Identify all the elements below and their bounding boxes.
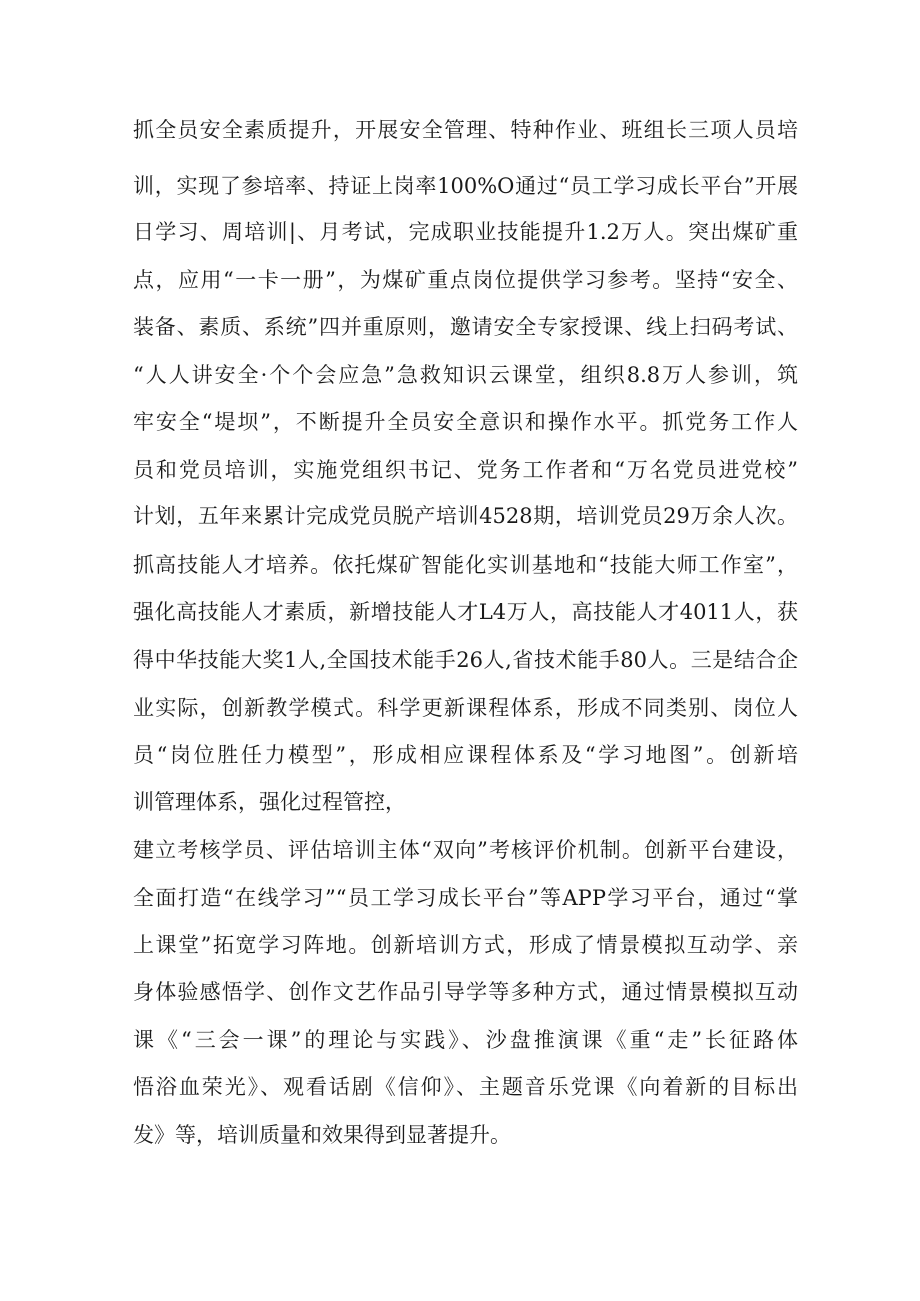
text-line: 上课堂”拓宽学习阵地。创新培训方式，形成了情景模拟互动学、亲 [133,933,798,957]
text-line: 计划，五年来累计完成党员脱产培训4528期，培训党员29万余人次。 [133,504,798,528]
text-line: 日学习、周培训|、月考试，完成职业技能提升1.2万人。突出煤矿重 [133,220,798,244]
text-line: 得中华技能大奖1人,全国技术能手26人,省技术能手80人。三是结合企 [133,648,798,672]
text-line: 抓全员安全素质提升，开展安全管理、特种作业、班组长三项人员培 [133,118,798,142]
text-line: 建立考核学员、评估培训主体“双向”考核评价机制。创新平台建设， [133,838,798,862]
text-line: 训管理体系，强化过程管控， [133,790,406,814]
text-line: 课《“三会一课”的理论与实践》、沙盘推演课《重“走”长征路体 [133,1028,798,1052]
text-line: 身体验感悟学、创作文艺作品引导学等多种方式，通过情景模拟互动 [133,980,798,1004]
text-line: 员“岗位胜任力模型”，形成相应课程体系及“学习地图”。创新培 [133,743,798,767]
text-line: 悟浴血荣光》、观看话剧《信仰》、主题音乐党课《向着新的目标出 [133,1075,798,1099]
text-line: “人人讲安全·个个会应急”急救知识云课堂，组织8.8万人参训，筑 [133,363,798,387]
text-line: 点，应用“一卡一册”，为煤矿重点岗位提供学习参考。坚持“安全、 [133,268,798,292]
text-line: 训，实现了参培率、持证上岗率100%O通过“员工学习成长平台”开展 [133,174,798,198]
text-line: 全面打造“在线学习”“员工学习成长平台”等APP学习平台，通过“掌 [133,886,798,910]
text-line: 强化高技能人才素质，新增技能人才L4万人，高技能人才4011人，获 [133,600,798,624]
text-line: 业实际，创新教学模式。科学更新课程体系，形成不同类别、岗位人 [133,696,798,720]
text-line: 员和党员培训，实施党组织书记、党务工作者和“万名党员进党校” [133,458,798,482]
text-line: 牢安全“堤坝”，不断提升全员安全意识和操作水平。抓党务工作人 [133,410,798,434]
text-line: 抓高技能人才培养。依托煤矿智能化实训基地和“技能大师工作室”， [133,553,798,577]
text-line: 发》等，培训质量和效果得到显著提升。 [133,1123,511,1147]
text-line: 装备、素质、系统”四并重原则，邀请安全专家授课、线上扫码考试、 [133,315,798,339]
